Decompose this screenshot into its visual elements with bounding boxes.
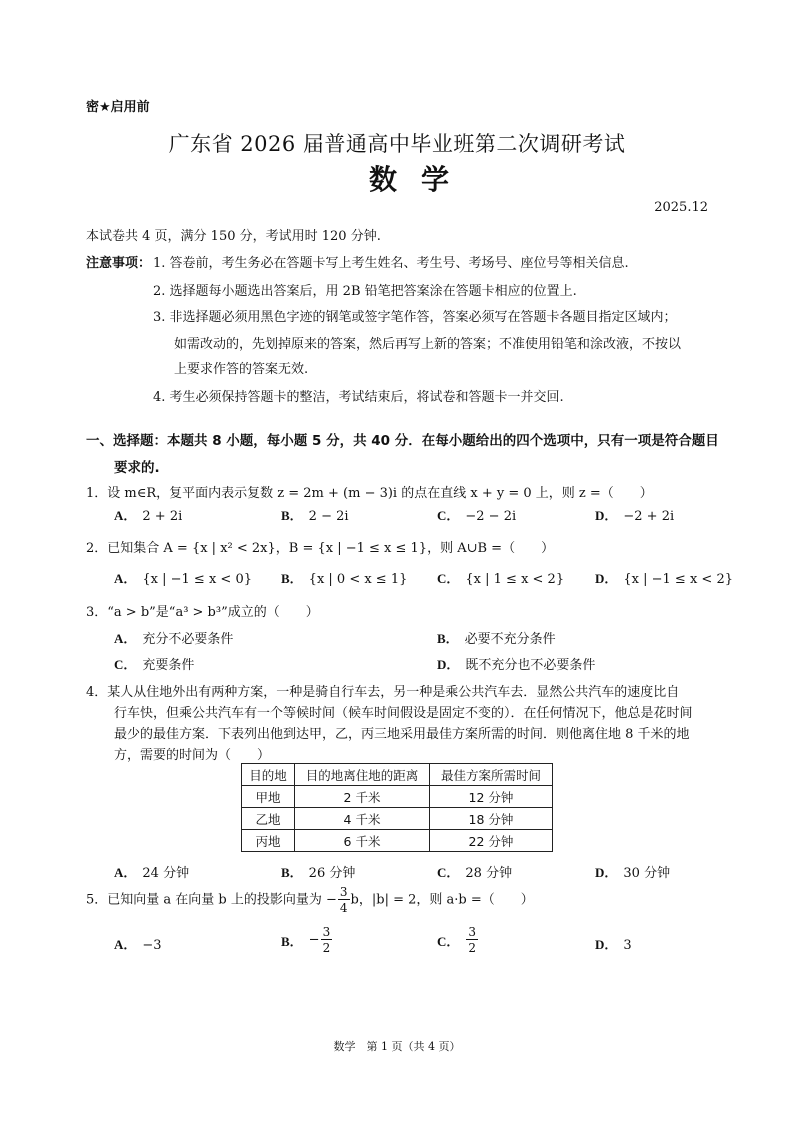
notice-item-1: 1. 答卷前，考生务必在答题卡写上考生姓名、考生号、考场号、座位号等相关信息. — [153, 256, 629, 271]
table-cell: 18 分钟 — [430, 808, 553, 830]
notice-label: 注意事项： — [86, 256, 152, 271]
option-text: 既不充分也不必要条件 — [465, 658, 596, 673]
question-5-option-b — [281, 926, 333, 954]
option-text: 3 — [623, 938, 632, 953]
option-letter: C． — [114, 657, 137, 672]
notice-item-3: 3. 非选择题必须用黑色字迹的钢笔或签字笔作答，答案必须写在答题卡各题目指定区域内； — [153, 310, 677, 325]
fraction-denominator: 2 — [322, 941, 331, 955]
question-2-option-b — [281, 568, 407, 587]
option-text: 30 分钟 — [623, 866, 671, 881]
table-header-cell: 目的地离住地的距离 — [295, 764, 430, 786]
option-text: {x | −1 ≤ x < 2} — [623, 572, 733, 587]
option-letter: A． — [114, 631, 137, 646]
table-cell: 12 分钟 — [430, 786, 553, 808]
option-letter: A． — [114, 865, 137, 880]
option-text: {x | −1 ≤ x < 0} — [142, 572, 252, 587]
table-row — [242, 786, 553, 808]
question-2-stem: 2．已知集合 A = {x | x² < 2x}，B = {x | −1 ≤ x ≤ 1}，则 A∪B =（ ） — [86, 541, 555, 556]
question-1-option-c — [437, 505, 516, 524]
option-text: −2 + 2i — [623, 509, 675, 524]
notice-item-3-cont: 如需改动的，先划掉原来的答案，然后再写上新的答案；不准使用铅笔和涂改液，不按以 — [174, 337, 682, 352]
question-1-option-d — [595, 505, 674, 524]
question-2-option-c — [437, 568, 564, 587]
option-sign: − — [308, 932, 320, 948]
question-4-option-b — [281, 862, 355, 881]
question-1-stem: 1．设 m∈R，复平面内表示复数 z = 2m + (m − 3)i 的点在直线 x + y = 0 上，则 z =（ ） — [86, 486, 653, 501]
section-heading: 一、选择题：本题共 8 小题，每小题 5 分，共 40 分．在每小题给出的四个选项中，只有一项是符合题目 — [86, 433, 719, 449]
fraction-numerator: 3 — [339, 885, 348, 899]
option-letter: B． — [437, 631, 459, 646]
table-cell: 4 千米 — [295, 808, 430, 830]
question-5-stem-pre: 5．已知向量 a 在向量 b 上的投影向量为 − — [86, 892, 337, 908]
question-3-option-c — [114, 654, 194, 673]
option-text: 24 分钟 — [142, 866, 190, 881]
question-4-stem-line-1: 4．某人从住地外出有两种方案，一种是骑自行车去，另一种是乘公共汽车去．显然公共汽车的速度比自 — [86, 685, 680, 700]
question-5-option-d — [595, 934, 632, 953]
option-text: 必要不充分条件 — [464, 632, 556, 647]
option-text: 2 + 2i — [142, 509, 183, 524]
section-heading-cont: 要求的. — [114, 460, 160, 476]
option-text: {x | 0 < x ≤ 1} — [308, 572, 408, 587]
table-header-row — [242, 764, 553, 786]
option-letter: C． — [437, 865, 460, 880]
option-letter: A． — [114, 937, 137, 952]
exam-date: 2025.12 — [654, 200, 708, 215]
option-text: 充要条件 — [142, 658, 195, 673]
option-text: 2 − 2i — [308, 509, 349, 524]
option-letter: D． — [595, 508, 618, 523]
table-cell: 2 千米 — [295, 786, 430, 808]
table-cell: 22 分钟 — [430, 830, 553, 852]
question-4-stem-line-4: 方，需要的时间为（ ） — [114, 748, 271, 763]
table-cell: 乙地 — [242, 808, 295, 830]
notice-item-4: 4. 考生必须保持答题卡的整洁，考试结束后，将试卷和答题卡一并交回. — [153, 390, 564, 405]
notice-item-3-cont2: 上要求作答的答案无效. — [174, 362, 309, 377]
exam-title: 广东省 2026 届普通高中毕业班第二次调研考试 — [168, 132, 626, 156]
question-3-option-a — [114, 628, 233, 647]
question-4-stem-line-2: 行车快，但乘公共汽车有一个等候时间（候车时间假设是固定不变的）．在任何情况下，他总是花时间 — [114, 706, 693, 721]
question-5-option-a — [114, 934, 162, 953]
option-letter: B． — [281, 865, 303, 880]
question-4-option-d — [595, 862, 670, 881]
option-text: 28 分钟 — [465, 866, 513, 881]
question-1-option-a — [114, 505, 182, 524]
question-2-option-a — [114, 568, 252, 587]
question-2-option-d — [595, 568, 733, 587]
fraction — [321, 926, 333, 954]
option-text: −2 − 2i — [465, 509, 517, 524]
table-cell: 6 千米 — [295, 830, 430, 852]
question-5-stem-post: b，|b| = 2，则 a·b =（ ） — [350, 892, 534, 908]
fraction-denominator: 4 — [339, 901, 348, 915]
table-header-cell: 最佳方案所需时间 — [430, 764, 553, 786]
question-4-stem-line-3: 最少的最佳方案．下表列出他到达甲，乙，丙三地采用最佳方案所需的时间．则他离住地 8 千米的地 — [114, 727, 690, 742]
option-letter: C． — [437, 571, 460, 586]
table-row — [242, 808, 553, 830]
question-1-option-b — [281, 505, 349, 524]
option-text: {x | 1 ≤ x < 2} — [465, 572, 565, 587]
question-5-stem — [86, 886, 534, 914]
option-letter: D． — [595, 571, 618, 586]
fraction-numerator: 3 — [468, 925, 477, 939]
table-cell: 丙地 — [242, 830, 295, 852]
option-letter: C． — [437, 933, 460, 949]
question-3-option-d — [437, 654, 595, 673]
fraction-denominator: 2 — [468, 941, 477, 955]
option-letter: B． — [281, 508, 303, 523]
table-header-cell: 目的地 — [242, 764, 295, 786]
fraction — [466, 926, 478, 954]
option-letter: D． — [437, 657, 460, 672]
option-letter: C． — [437, 508, 460, 523]
fraction — [338, 886, 350, 914]
page-footer: 数学 第 1 页（共 4 页） — [333, 1040, 461, 1053]
question-4-option-a — [114, 862, 189, 881]
confidential-mark: 密★启用前 — [86, 100, 150, 115]
fraction-numerator: 3 — [322, 925, 331, 939]
option-letter: A． — [114, 571, 137, 586]
table-row — [242, 830, 553, 852]
question-5-option-c — [437, 926, 479, 954]
subject-title: 数学 — [368, 163, 473, 196]
question-3-stem: 3．“a > b”是“a³ > b³”成立的（ ） — [86, 605, 319, 620]
option-letter: A． — [114, 508, 137, 523]
question-4-option-c — [437, 862, 512, 881]
option-text: 充分不必要条件 — [142, 632, 234, 647]
notice-item-2: 2. 选择题每小题选出答案后，用 2B 铅笔把答案涂在答题卡相应的位置上. — [153, 284, 577, 299]
option-letter: B． — [281, 933, 303, 949]
table-cell: 甲地 — [242, 786, 295, 808]
option-text: 26 分钟 — [308, 866, 356, 881]
question-3-option-b — [437, 628, 556, 647]
option-text: −3 — [142, 938, 162, 953]
exam-intro: 本试卷共 4 页，满分 150 分，考试用时 120 分钟. — [86, 229, 381, 244]
option-letter: B． — [281, 571, 303, 586]
option-letter: D． — [595, 865, 618, 880]
option-letter: D． — [595, 937, 618, 952]
distance-time-table — [241, 763, 553, 852]
